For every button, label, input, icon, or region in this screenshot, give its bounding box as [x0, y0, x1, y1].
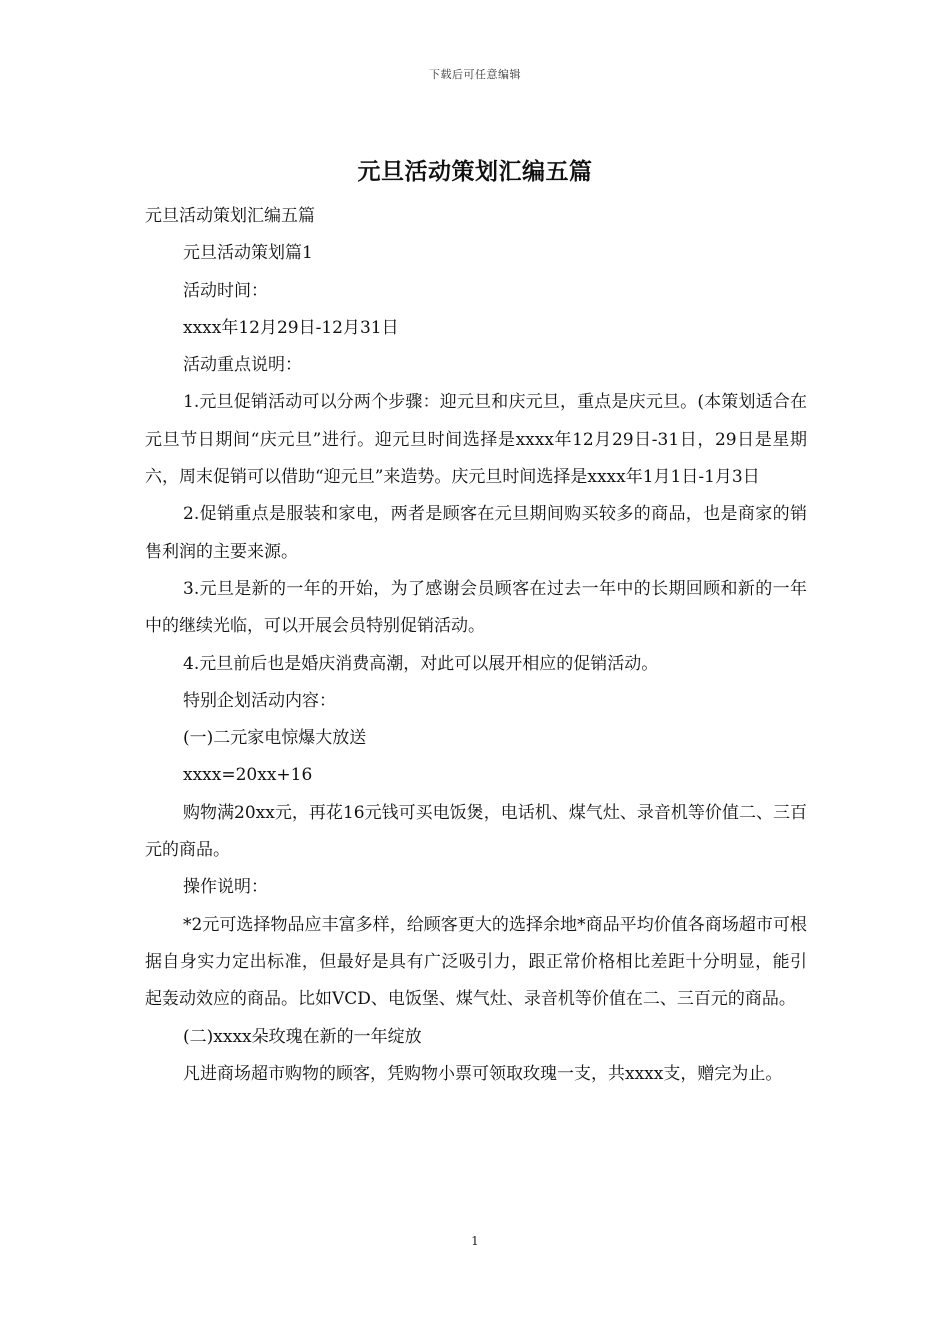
paragraph: xxxx=20xx+16 — [183, 765, 313, 786]
paragraph: *2元可选择物品应丰富多样，给顾客更大的选择余地*商品平均价值各商场超市可根据自身实力定出标准，但最好是具有广泛吸引力，跟正常价格相比差距十分明显，能引起轰动效应的商品。比如VCD、电饭堡、煤气灶、录音机等价值在二、三百元的商品。 — [145, 914, 807, 1010]
page-header: 下载后可任意编辑 — [429, 68, 521, 81]
paragraph: 2.促销重点是服装和家电，两者是顾客在元旦期间购买较多的商品，也是商家的销售利润的主要来源。 — [145, 504, 807, 562]
paragraph: xxxx年12月29日-12月31日 — [183, 317, 399, 338]
paragraph: 特别企划活动内容： — [183, 690, 336, 711]
paragraph: 元旦活动策划汇编五篇 — [145, 206, 315, 226]
paragraph: 活动时间： — [183, 280, 268, 301]
paragraph: 元旦活动策划篇1 — [183, 243, 313, 264]
paragraph: (一)二元家电惊爆大放送 — [183, 728, 367, 749]
paragraph: 活动重点说明： — [183, 355, 302, 376]
paragraph: 凡进商场超市购物的顾客，凭购物小票可领取玫瑰一支，共xxxx支，赠完为止。 — [183, 1063, 783, 1084]
paragraph: 4.元旦前后也是婚庆消费高潮，对此可以展开相应的促销活动。 — [183, 653, 659, 674]
paragraph: 操作说明： — [183, 877, 268, 898]
document-title: 元旦活动策划汇编五篇 — [357, 158, 593, 185]
document-body — [145, 198, 807, 1093]
paragraph: (二)xxxx朵玫瑰在新的一年绽放 — [183, 1026, 422, 1047]
paragraph: 购物满20xx元，再花16元钱可买电饭煲，电话机、煤气灶、录音机等价值二、三百元的商品。 — [145, 802, 807, 861]
paragraph: 3.元旦是新的一年的开始，为了感谢会员顾客在过去一年中的长期回顾和新的一年中的继续光临，可以开展会员特别促销活动。 — [145, 578, 807, 637]
paragraph: 1.元旦促销活动可以分两个步骤：迎元旦和庆元旦，重点是庆元旦。(本策划适合在元旦节日期间“庆元旦”进行。迎元旦时间选择是xxxx年12月29日-31日，29日是星期六，周末促销可以借助“迎元旦”来造势。庆元旦时间选择是xxxx年1月1日-1月3日 — [145, 392, 807, 488]
page-number: 1 — [471, 1234, 479, 1248]
